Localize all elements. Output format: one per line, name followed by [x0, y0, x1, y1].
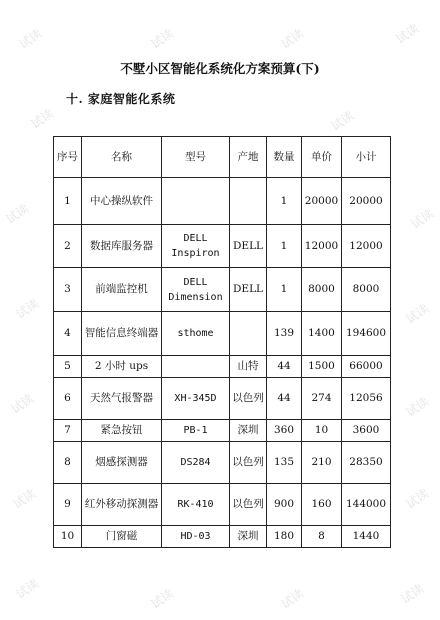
cell-origin: 深圳	[230, 420, 267, 442]
cell-unit-price: 274	[302, 378, 342, 420]
table-row	[54, 356, 391, 378]
watermark-text: 试读	[328, 108, 357, 134]
cell-model: XH-345D	[162, 378, 230, 420]
watermark-text: 试读	[13, 576, 42, 602]
cell-name: 红外移动探测器	[82, 484, 162, 526]
watermark-text: 试读	[403, 301, 432, 327]
table-row	[54, 526, 391, 548]
cell-index: 3	[54, 268, 82, 312]
cell-quantity: 1	[267, 178, 302, 225]
watermark-text: 试读	[278, 586, 307, 612]
cell-origin: 山特	[230, 356, 267, 378]
cell-name: 2 小时 ups	[82, 356, 162, 378]
cell-subtotal: 1440	[342, 526, 391, 548]
table-row	[54, 484, 391, 526]
cell-model: PB-1	[162, 420, 230, 442]
cell-subtotal: 3600	[342, 420, 391, 442]
cell-name: 数据库服务器	[82, 225, 162, 268]
watermark-text: 试读	[393, 21, 422, 47]
watermark-text: 试读	[16, 26, 45, 52]
header-cell-name: 名称	[82, 137, 162, 178]
cell-quantity: 360	[267, 420, 302, 442]
cell-index: 8	[54, 442, 82, 484]
cell-name: 中心操纵软件	[82, 178, 162, 225]
cell-quantity: 900	[267, 484, 302, 526]
table-row	[54, 178, 391, 225]
budget-table	[53, 136, 391, 548]
table-row	[54, 442, 391, 484]
cell-subtotal: 66000	[342, 356, 391, 378]
cell-quantity: 44	[267, 356, 302, 378]
cell-model: DS284	[162, 442, 230, 484]
header-cell-unit-price: 单价	[302, 137, 342, 178]
watermark-text: 试读	[28, 106, 57, 132]
cell-quantity: 44	[267, 378, 302, 420]
watermark-text: 试读	[403, 394, 432, 420]
cell-index: 9	[54, 484, 82, 526]
cell-origin	[230, 178, 267, 225]
table-header-row	[54, 137, 391, 178]
cell-subtotal: 12056	[342, 378, 391, 420]
cell-index: 7	[54, 420, 82, 442]
cell-subtotal: 12000	[342, 225, 391, 268]
watermark-text: 试读	[408, 206, 437, 232]
cell-index: 5	[54, 356, 82, 378]
watermark-text: 试读	[13, 296, 42, 322]
header-cell-model: 型号	[162, 137, 230, 178]
cell-name: 门窗磁	[82, 526, 162, 548]
watermark-text: 试读	[10, 486, 39, 512]
cell-model: DELL Inspiron	[162, 225, 230, 268]
cell-name: 烟感探测器	[82, 442, 162, 484]
table-row	[54, 420, 391, 442]
cell-name: 智能信息终端器	[82, 312, 162, 356]
table-row	[54, 312, 391, 356]
cell-origin	[230, 312, 267, 356]
cell-model	[162, 178, 230, 225]
document-title: 不墅小区智能化系统化方案预算(下)	[120, 61, 320, 76]
table-row	[54, 268, 391, 312]
cell-unit-price: 210	[302, 442, 342, 484]
watermark-text: 试读	[148, 26, 177, 52]
cell-quantity: 180	[267, 526, 302, 548]
cell-subtotal: 144000	[342, 484, 391, 526]
cell-index: 1	[54, 178, 82, 225]
cell-subtotal: 194600	[342, 312, 391, 356]
cell-quantity: 139	[267, 312, 302, 356]
cell-model	[162, 356, 230, 378]
cell-index: 4	[54, 312, 82, 356]
header-cell-index: 序号	[54, 137, 82, 178]
watermark-text: 试读	[3, 201, 32, 227]
header-cell-quantity: 数量	[267, 137, 302, 178]
cell-subtotal: 8000	[342, 268, 391, 312]
cell-quantity: 135	[267, 442, 302, 484]
cell-index: 2	[54, 225, 82, 268]
section-heading: 十. 家庭智能化系统	[66, 92, 176, 106]
cell-model: RK-410	[162, 484, 230, 526]
table-row	[54, 378, 391, 420]
cell-origin: 以色列	[230, 378, 267, 420]
cell-unit-price: 160	[302, 484, 342, 526]
cell-unit-price: 8	[302, 526, 342, 548]
cell-unit-price: 8000	[302, 268, 342, 312]
watermark-text: 试读	[398, 581, 427, 607]
cell-quantity: 1	[267, 225, 302, 268]
cell-index: 10	[54, 526, 82, 548]
cell-subtotal: 28350	[342, 442, 391, 484]
watermark-text: 试读	[403, 486, 432, 512]
cell-origin: DELL	[230, 225, 267, 268]
cell-model: DELL Dimension	[162, 268, 230, 312]
watermark-text: 试读	[148, 586, 177, 612]
cell-index: 6	[54, 378, 82, 420]
cell-origin: 深圳	[230, 526, 267, 548]
cell-unit-price: 1500	[302, 356, 342, 378]
cell-unit-price: 12000	[302, 225, 342, 268]
cell-model: HD-03	[162, 526, 230, 548]
cell-origin: 以色列	[230, 442, 267, 484]
header-cell-subtotal: 小计	[342, 137, 391, 178]
cell-name: 天然气报警器	[82, 378, 162, 420]
cell-unit-price: 20000	[302, 178, 342, 225]
cell-origin: DELL	[230, 268, 267, 312]
cell-model: sthome	[162, 312, 230, 356]
cell-unit-price: 1400	[302, 312, 342, 356]
cell-origin: 以色列	[230, 484, 267, 526]
cell-name: 紧急按钮	[82, 420, 162, 442]
table-row	[54, 225, 391, 268]
watermark-text: 试读	[278, 26, 307, 52]
cell-name: 前端监控机	[82, 268, 162, 312]
cell-quantity: 1	[267, 268, 302, 312]
header-cell-origin: 产地	[230, 137, 267, 178]
watermark-text: 试读	[8, 391, 37, 417]
cell-unit-price: 10	[302, 420, 342, 442]
cell-subtotal: 20000	[342, 178, 391, 225]
